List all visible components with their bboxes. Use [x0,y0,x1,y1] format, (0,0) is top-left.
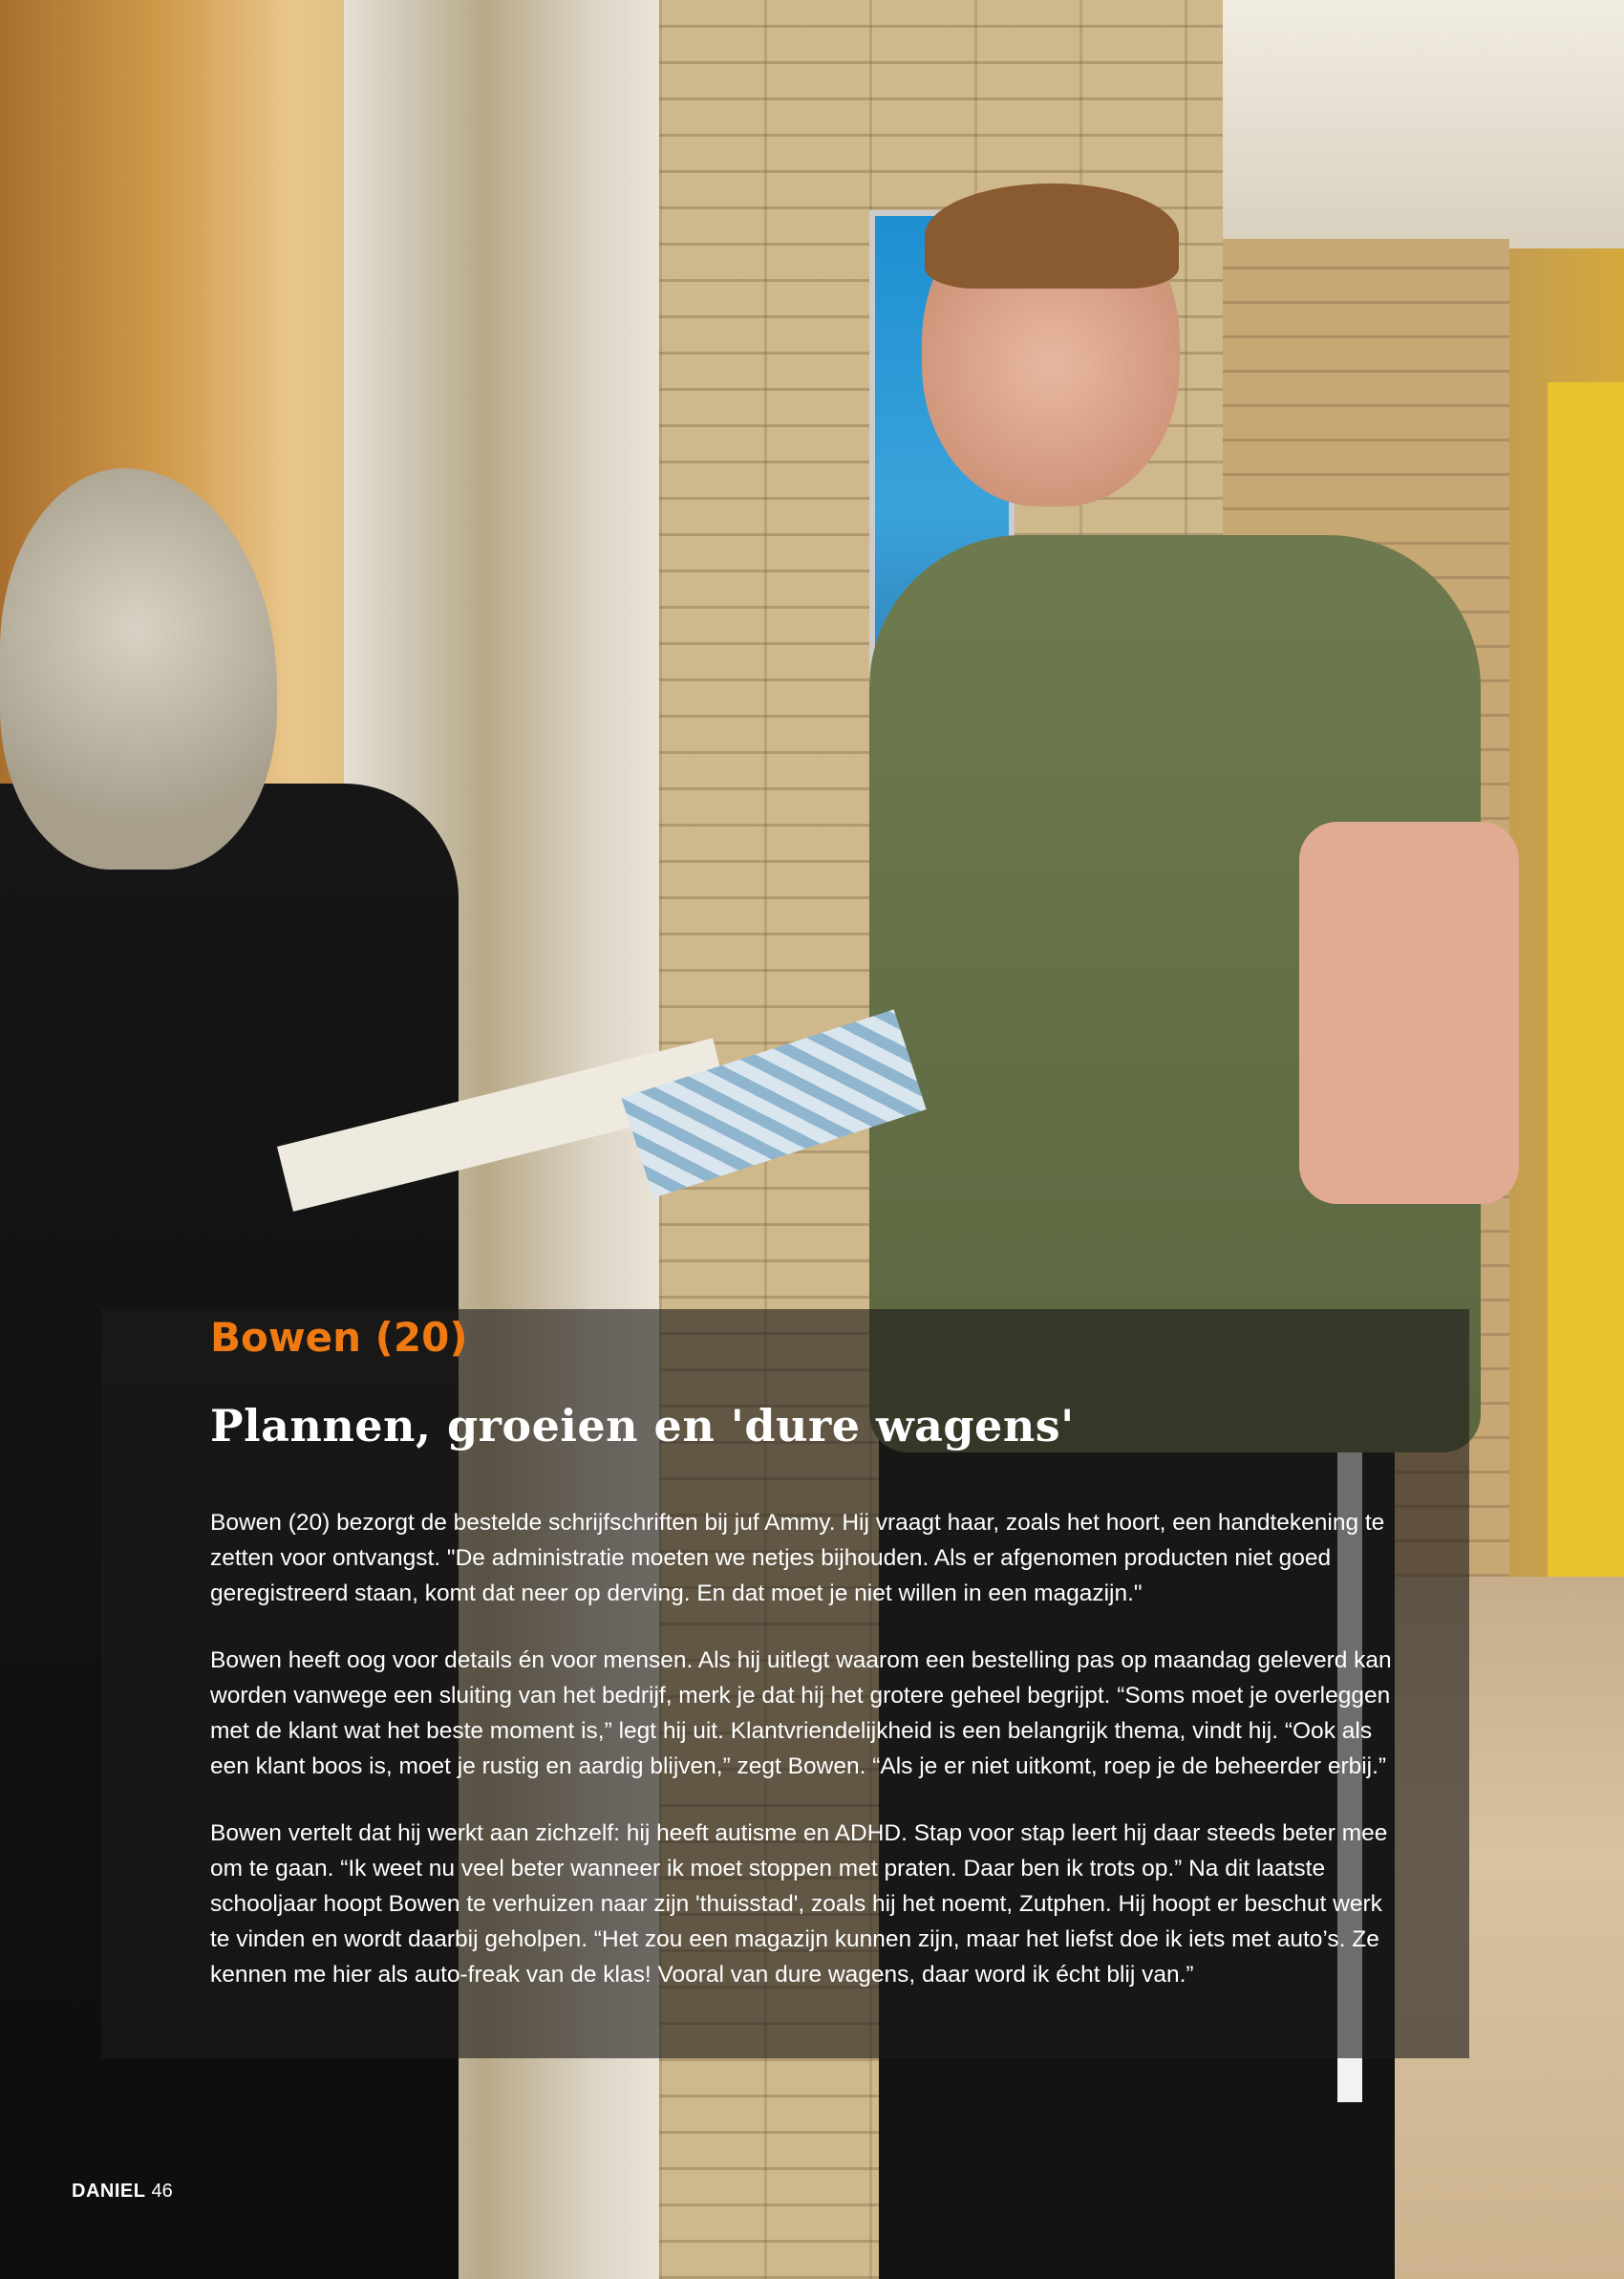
article-body [210,1505,1404,2024]
paragraph-1: Bowen (20) bezorgt de bestelde schrijfschriften bij juf Ammy. Hij vraagt haar, zoals het hoort, een handtekening te zetten voor ontvangst. "De administratie moeten we netjes bijhouden. Als er afgenomen producten niet goed geregistreerd staan, komt dat neer op derving. En dat moet je niet willen in een magazijn." [210,1510,1385,1606]
woman-hair [0,468,277,870]
article-kicker: Bowen (20) [210,1314,468,1361]
page-footer [72,2181,173,2203]
ceiling [1223,0,1624,248]
paragraph-3: Bowen vertelt dat hij werkt aan zichzelf: hij heeft autisme en ADHD. Stap voor stap leert hij daar steeds beter mee om te gaan. “Ik weet nu veel beter wanneer ik moet stoppen met praten. Daar ben ik trots op.” Na dit laatste schooljaar hoopt Bowen te verhuizen naar zijn 'thuisstad', zoals hij het noemt, Zutphen. Hij hoopt er beschut werk te vinden en wordt daarbij geholpen. “Het zou een magazijn kunnen zijn, maar het liefst doe ik iets met auto’s. Ze kennen me hier als auto-freak van de klas! Vooral van dure wagens, daar word ik écht blij van.” [210,1820,1388,1988]
man-arm [1299,822,1519,1204]
yellow-door [1548,382,1624,1605]
paragraph-2: Bowen heeft oog voor details én voor mensen. Als hij uitlegt waarom een bestelling pas op maandag geleverd kan worden vanwege een sluiting van het bedrijf, merk je dat hij het grotere geheel begrijpt. “Soms moet je overleggen met de klant wat het beste moment is,” legt hij uit. Klantvriendelijkheid is een belangrijk thema, vindt hij. “Ook als een klant boos is, moet je rustig en aardig blijven,” zegt Bowen. “Als je er niet uitkomt, roep je de beheerder erbij.” [210,1647,1392,1779]
man-hair [925,183,1179,289]
article-headline: Plannen, groeien en 'dure wagens' [210,1400,1075,1451]
page-number: 46 [151,2181,173,2202]
magazine-brand: DANIEL [72,2181,146,2202]
